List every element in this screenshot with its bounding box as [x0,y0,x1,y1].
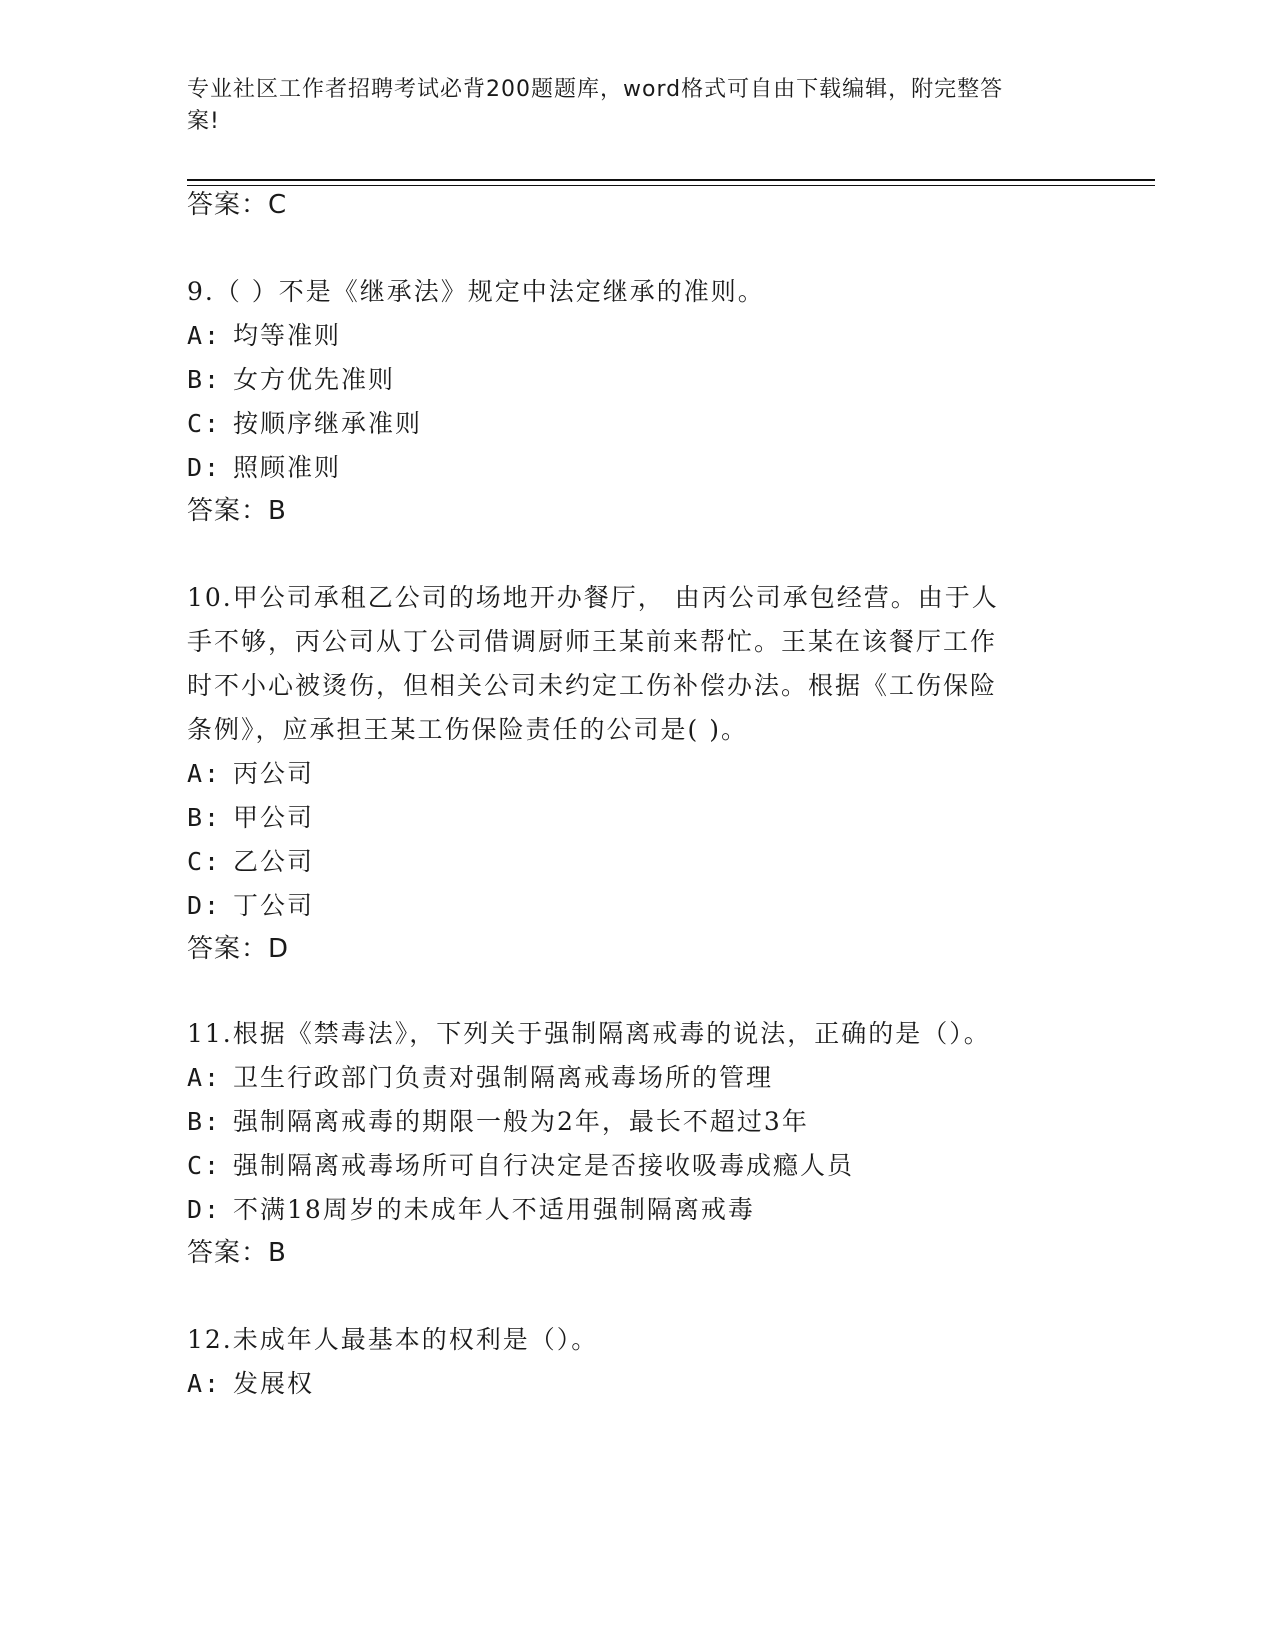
header-line-1: 专业社区工作者招聘考试必背200题题库，word格式可自由下载编辑，附完整答 [187,77,1004,102]
answer-label: 答案： [187,1238,269,1268]
option-letter: A: [187,759,222,788]
option-letter: D: [187,891,222,920]
answer-value: D [268,934,290,964]
answer-value: B [268,1238,287,1268]
option-letter: C: [187,847,222,876]
option-text: 强制隔离戒毒场所可自行决定是否接收吸毒成瘾人员 [233,1151,855,1180]
header-rule-thin [187,185,1155,186]
option-text: 女方优先准则 [233,365,396,394]
option-letter: D: [187,453,222,482]
q10-option-c [187,842,314,878]
q11-stem: 11.根据《禁毒法》，下列关于强制隔离戒毒的说法，正确的是（）。 [187,1019,991,1048]
option-text: 强制隔离戒毒的期限一般为2年，最长不超过3年 [233,1107,809,1136]
answer-value: C [268,190,288,220]
q11-option-d [187,1190,755,1226]
option-text: 发展权 [233,1369,315,1398]
option-text: 照顾准则 [233,453,342,482]
q9-option-b [187,360,395,396]
q11-option-c [187,1146,854,1182]
q8-answer [187,184,287,221]
option-text: 甲公司 [233,803,315,832]
option-letter: C: [187,1151,222,1180]
header-line-2: 案! [187,109,220,134]
q10-stem-line-4: 条例》，应承担王某工伤保险责任的公司是( )。 [187,715,748,744]
option-text: 按顺序继承准则 [233,409,423,438]
answer-value: B [268,496,287,526]
option-letter: B: [187,803,222,832]
q9-stem: 9.（ ）不是《继承法》规定中法定继承的准则。 [187,277,765,306]
q9-option-a [187,316,341,352]
q12-stem: 12.未成年人最基本的权利是（）。 [187,1325,599,1354]
q11-answer [187,1232,287,1269]
q10-option-a [187,754,314,790]
option-text: 乙公司 [233,847,315,876]
option-text: 均等准则 [233,321,342,350]
option-letter: A: [187,1063,222,1092]
q12-option-a [187,1364,314,1400]
q11-option-a [187,1058,773,1094]
option-letter: A: [187,1369,222,1398]
q10-stem-line-3: 时不小心被烫伤，但相关公司未约定工伤补偿办法。根据《工伤保险 [187,671,998,700]
q9-option-d [187,448,341,484]
answer-label: 答案： [187,496,269,526]
q10-stem-line-1: 10.甲公司承租乙公司的场地开办餐厅， 由丙公司承包经营。由于人 [187,583,999,612]
option-letter: B: [187,365,222,394]
option-text: 丁公司 [233,891,315,920]
option-letter: C: [187,409,222,438]
q9-answer [187,490,287,527]
option-text: 丙公司 [233,759,315,788]
answer-label: 答案： [187,190,269,220]
q9-option-c [187,404,422,440]
q10-stem-line-2: 手不够，丙公司从丁公司借调厨师王某前来帮忙。王某在该餐厅工作 [187,627,998,656]
option-text: 卫生行政部门负责对强制隔离戒毒场所的管理 [233,1063,774,1092]
option-letter: A: [187,321,222,350]
option-text: 不满18周岁的未成年人不适用强制隔离戒毒 [233,1195,755,1224]
option-letter: D: [187,1195,222,1224]
q10-option-d [187,886,314,922]
answer-label: 答案： [187,934,269,964]
option-letter: B: [187,1107,222,1136]
document-header [187,74,1067,138]
q10-option-b [187,798,314,834]
q10-answer [187,928,289,965]
q11-option-b [187,1102,809,1138]
header-rule-thick [187,179,1155,181]
